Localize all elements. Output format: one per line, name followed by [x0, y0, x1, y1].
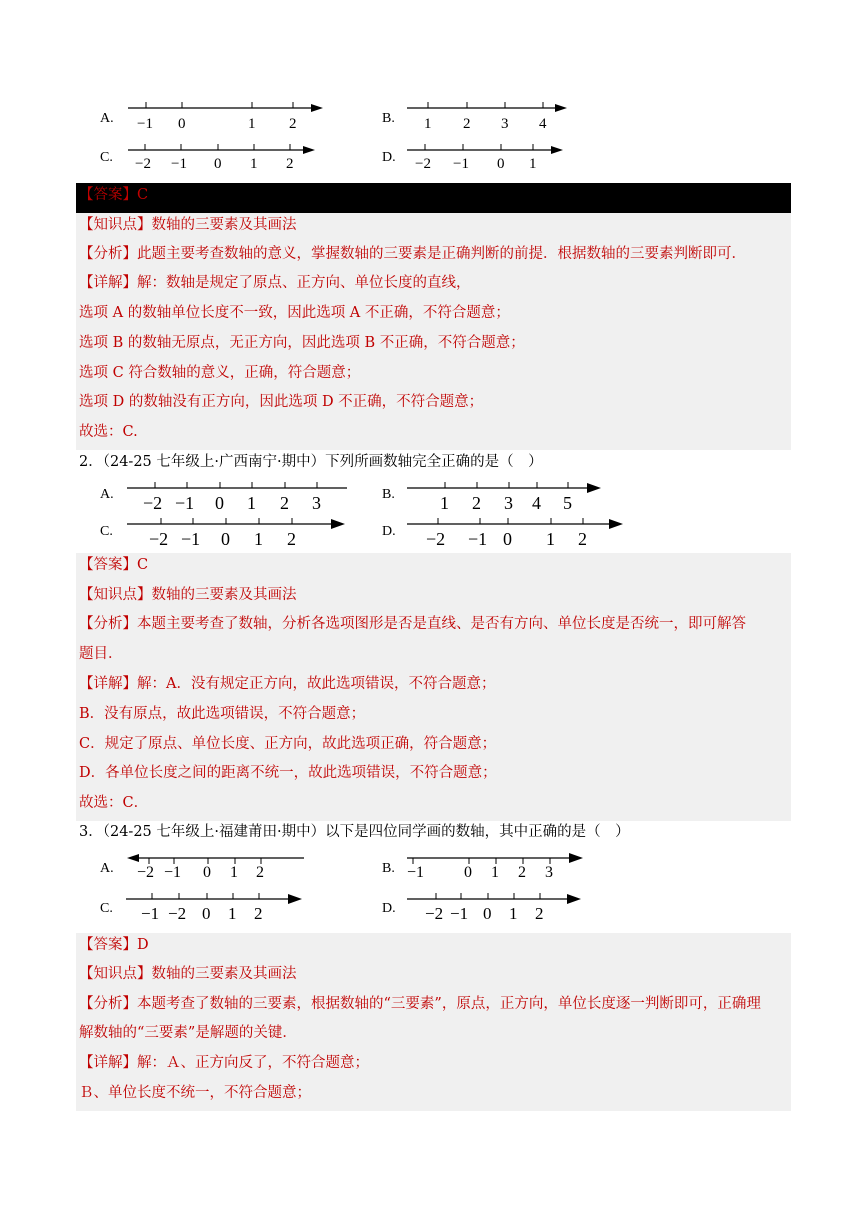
q2-option-b-number-line	[405, 478, 605, 514]
tick-label: 3	[312, 493, 321, 513]
tick-label: 0	[483, 904, 492, 923]
q2-option-d-letter: D.	[382, 524, 396, 539]
q1-option-a-letter: A.	[100, 111, 114, 126]
q3-option-a-letter: A.	[100, 861, 114, 876]
q2-detail-line: D．各单位长度之间的距离不统一，故此选项错误，不符合题意；	[79, 765, 497, 781]
q2-option-a-letter: A.	[100, 487, 114, 502]
tick-label: −1	[141, 904, 160, 923]
tick-label: −1	[171, 156, 187, 172]
q1-detail-line: 选项 C 符合数轴的意义，正确，符合题意；	[79, 365, 361, 381]
q1-option-c-number-line	[125, 140, 320, 174]
tick-label: 3	[504, 493, 513, 513]
tick-label: 2	[472, 493, 481, 513]
tick-label: 2	[254, 904, 263, 923]
tick-label: 2	[286, 156, 294, 172]
tick-label: 0	[464, 864, 472, 881]
q1-answer: 【答案】C	[79, 187, 149, 203]
tick-label: 1	[230, 864, 238, 881]
q1-answer-bar	[76, 183, 791, 213]
q1-option-d-letter: D.	[382, 150, 396, 165]
q1-option-a-number-line	[125, 98, 325, 134]
tick-label: 1	[254, 529, 263, 549]
tick-label: 1	[546, 529, 555, 549]
q2-stem: 2．（24-25 七年级上·广西南宁·期中）下列所画数轴完全正确的是（ ）	[79, 454, 543, 470]
q3-option-b-letter: B.	[382, 861, 395, 876]
q3-option-c-number-line	[124, 889, 306, 923]
tick-label: −2	[143, 493, 163, 513]
tick-label: 0	[214, 156, 222, 172]
q1-detail: 【详解】解：数轴是规定了原点、正方向、单位长度的直线，	[79, 275, 471, 291]
tick-label: 1	[509, 904, 518, 923]
q3-knowledge: 【知识点】数轴的三要素及其画法	[79, 966, 297, 982]
tick-label: 1	[424, 116, 432, 132]
q2-analysis: 【分析】本题主要考查了数轴，分析各选项图形是否是直线、是否有方向、单位长度是否统一，即可解答	[79, 616, 746, 632]
tick-label: −1	[175, 493, 195, 513]
q3-stem: 3．（24-25 七年级上·福建莆田·期中）以下是四位同学画的数轴，其中正确的是（ ）	[79, 824, 630, 840]
q2-answer: 【答案】C	[79, 557, 149, 573]
q1-option-b-letter: B.	[382, 111, 395, 126]
q2-detail-line: 故选：C．	[79, 795, 149, 811]
tick-label: −1	[468, 529, 488, 549]
tick-label: 2	[518, 864, 526, 881]
tick-label: 1	[440, 493, 449, 513]
q1-detail-line: 选项 A 的数轴单位长度不一致，因此选项 A 不正确，不符合题意；	[79, 305, 510, 321]
q3-option-a-number-line	[124, 848, 306, 882]
tick-label: 2	[280, 493, 289, 513]
q2-option-d-number-line	[405, 514, 630, 550]
q1-option-d-number-line	[405, 140, 570, 174]
tick-label: 3	[545, 864, 553, 881]
tick-label: 0	[497, 156, 505, 172]
tick-label: −1	[137, 116, 153, 132]
tick-label: 1	[248, 116, 256, 132]
q3-option-b-number-line	[405, 848, 587, 882]
q1-detail-line: 选项 B 的数轴无原点，无正方向，因此选项 B 不正确，不符合题意；	[79, 335, 525, 351]
q3-analysis: 【分析】本题考查了数轴的三要素，根据数轴的“三要素”，原点，正方向，单位长度逐一判断即可，正确理	[79, 996, 761, 1012]
q1-detail-line: 选项 D 的数轴没有正方向，因此选项 D 不正确，不符合题意；	[79, 394, 484, 410]
q1-analysis: 【分析】此题主要考查数轴的意义，掌握数轴的三要素是正确判断的前提．根据数轴的三要素判断即可．	[79, 246, 746, 262]
q2-detail-line: B．没有原点，故此选项错误，不符合题意；	[79, 706, 366, 722]
q3-detail: 【详解】解：Ａ、正方向反了，不符合题意；	[79, 1055, 369, 1071]
q1-option-c-letter: C.	[100, 150, 113, 165]
q3-analysis-cont: 解数轴的“三要素”是解题的关键．	[79, 1025, 297, 1041]
tick-label: −1	[407, 864, 425, 881]
q2-option-a-number-line	[125, 478, 350, 514]
tick-label: 4	[532, 493, 541, 513]
tick-label: 2	[289, 116, 297, 132]
q1-knowledge: 【知识点】数轴的三要素及其画法	[79, 217, 297, 233]
q3-option-c-letter: C.	[100, 901, 113, 916]
tick-label: −2	[426, 529, 446, 549]
q2-detail: 【详解】解：A．没有规定正方向，故此选项错误，不符合题意；	[79, 676, 496, 692]
tick-label: 2	[535, 904, 544, 923]
q2-option-c-letter: C.	[100, 524, 113, 539]
tick-label: 2	[287, 529, 296, 549]
tick-label: 2	[256, 864, 264, 881]
tick-label: −1	[164, 864, 182, 881]
tick-label: 5	[563, 493, 572, 513]
q2-detail-line: C．规定了原点、单位长度、正方向，故此选项正确，符合题意；	[79, 736, 497, 752]
tick-label: −1	[453, 156, 469, 172]
tick-label: 3	[501, 116, 509, 132]
q1-detail-line: 故选：C.	[79, 424, 138, 440]
tick-label: 0	[503, 529, 512, 549]
q1-option-b-number-line	[405, 98, 570, 134]
tick-label: −2	[415, 156, 431, 172]
tick-label: 1	[250, 156, 258, 172]
tick-label: −2	[425, 904, 444, 923]
tick-label: 0	[215, 493, 224, 513]
tick-label: −2	[135, 156, 151, 172]
q2-option-b-letter: B.	[382, 487, 395, 502]
tick-label: 1	[491, 864, 499, 881]
tick-label: 0	[178, 116, 186, 132]
tick-label: 2	[578, 529, 587, 549]
tick-label: −2	[137, 864, 155, 881]
tick-label: 1	[247, 493, 256, 513]
tick-label: −2	[149, 529, 169, 549]
tick-label: −1	[450, 904, 469, 923]
q2-knowledge: 【知识点】数轴的三要素及其画法	[79, 587, 297, 603]
tick-label: −2	[168, 904, 187, 923]
q3-answer: 【答案】D	[79, 937, 149, 953]
q3-detail-line: Ｂ、单位长度不统一，不符合题意；	[79, 1085, 311, 1101]
q3-option-d-number-line	[405, 889, 587, 923]
tick-label: 4	[539, 116, 547, 132]
q2-analysis-cont: 题目．	[79, 646, 123, 662]
q3-option-d-letter: D.	[382, 901, 396, 916]
tick-label: 0	[221, 529, 230, 549]
tick-label: 1	[529, 156, 537, 172]
tick-label: −1	[181, 529, 201, 549]
tick-label: 0	[202, 904, 211, 923]
tick-label: 1	[228, 904, 237, 923]
tick-label: 2	[463, 116, 471, 132]
q2-option-c-number-line	[125, 514, 350, 550]
tick-label: 0	[203, 864, 211, 881]
